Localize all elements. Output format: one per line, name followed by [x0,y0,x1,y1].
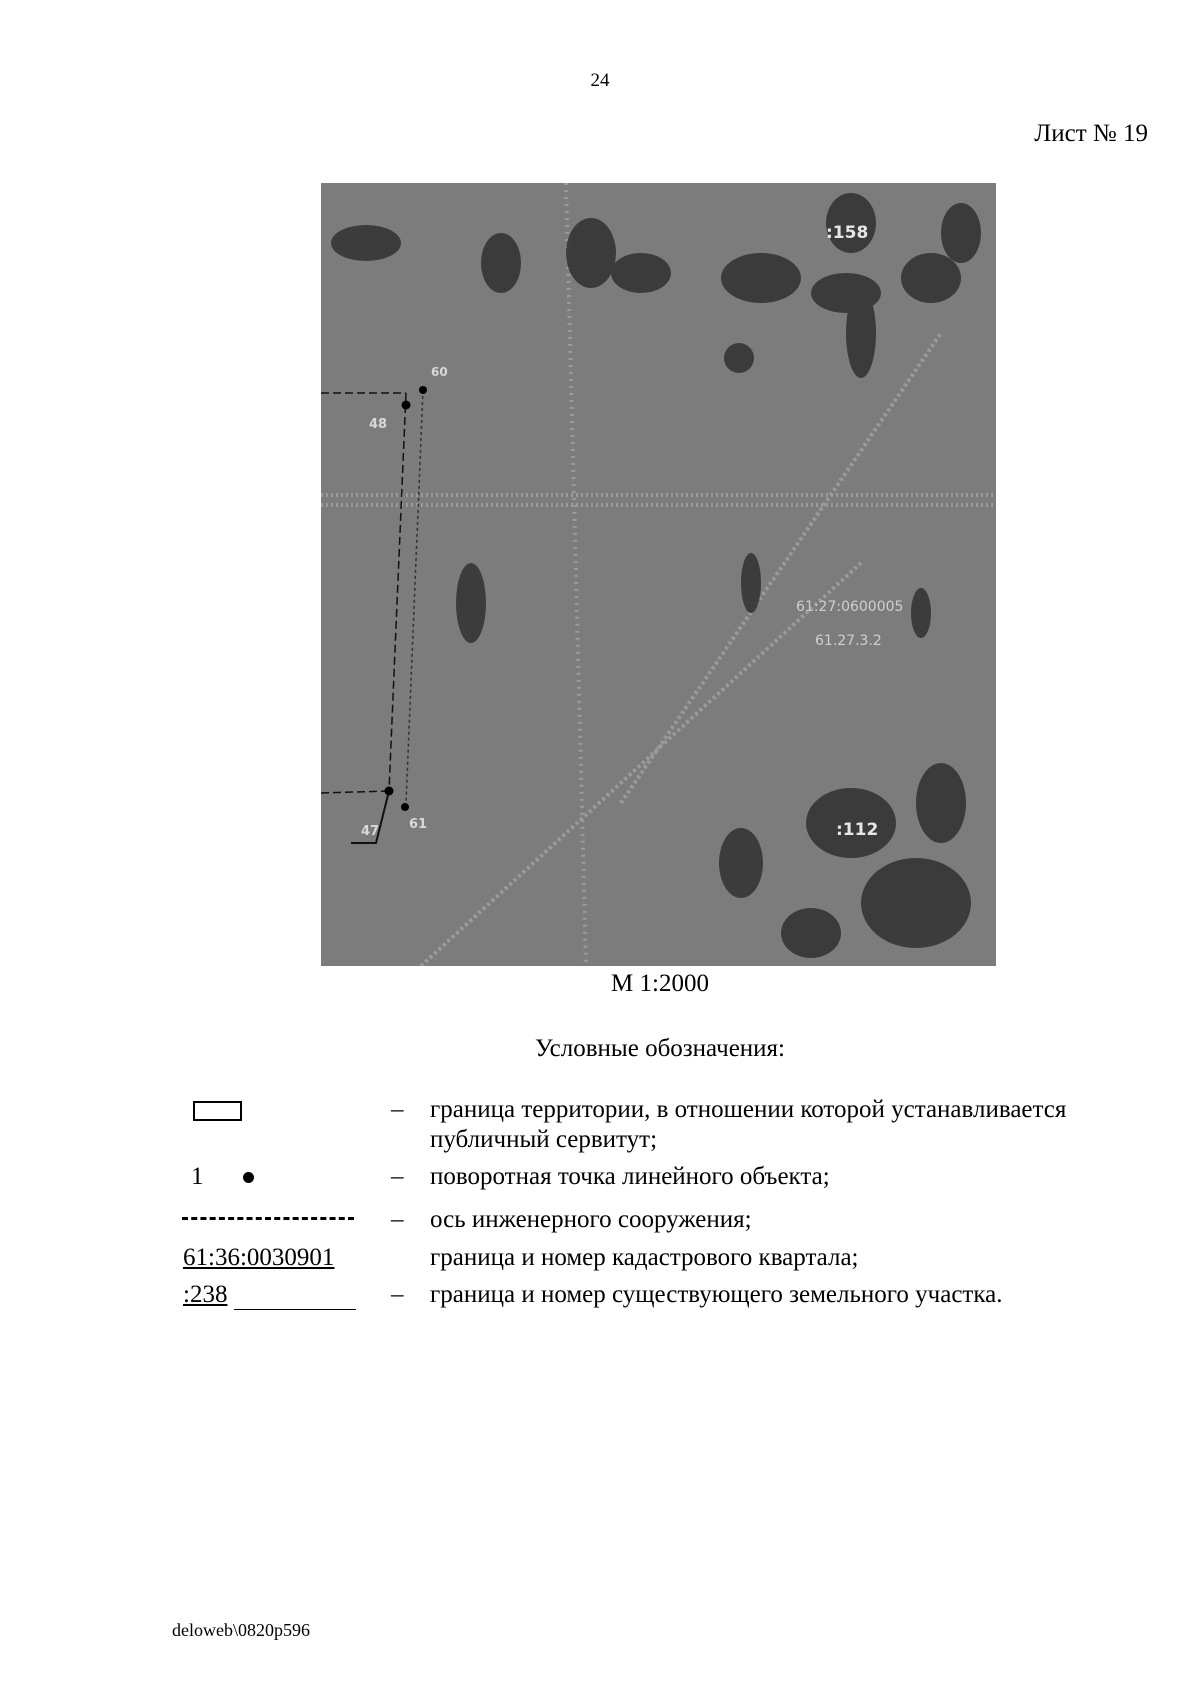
boundary-rectangle-icon [193,1101,242,1121]
parcel-158-label: :158 [826,223,869,243]
map-scale: М 1:2000 [611,970,709,997]
parcel-112-label: :112 [836,820,879,840]
turning-point-48 [402,401,411,410]
footer-document-code: deloweb\0820p596 [172,1620,310,1640]
tree-cluster [911,588,931,638]
tree-cluster [611,253,671,293]
point-dot-icon [243,1172,254,1183]
point-61-label: 61 [409,817,428,832]
legend-text: ось инженерного сооружения; [430,1206,752,1233]
cadastral-quarter-label: 61:27:0600005 [796,599,904,615]
tree-cluster [566,218,616,288]
map-background [321,183,996,966]
legend-text: поворотная точка линейного объекта; [430,1163,830,1190]
point-48-label: 48 [369,417,388,432]
map-image [321,183,996,966]
parcel-number-sample: :238 [183,1281,228,1308]
tree-cluster [901,253,961,303]
turning-point-61 [401,803,409,811]
tree-cluster [456,563,486,643]
point-60-label: 60 [431,365,448,379]
turning-point-60 [419,386,427,394]
legend-text: граница территории, в отношении которой устанавливается публичный сервитут; [430,1096,1067,1153]
tree-cluster [721,253,801,303]
zone-label: 61.27.3.2 [815,633,882,649]
tree-cluster [781,908,841,958]
point-number-sample: 1 [191,1163,204,1190]
page-number: 24 [590,70,610,91]
tree-cluster [916,763,966,843]
tree-cluster [861,858,971,948]
legend-title: Условные обозначения: [534,1035,786,1062]
map-canvas [321,183,996,966]
legend-dash: – [391,1163,404,1190]
tree-cluster [941,203,981,263]
cadastral-quarter-sample: 61:36:0030901 [183,1244,335,1271]
tree-cluster [331,225,401,261]
legend-dash: – [391,1206,404,1233]
point-47-label: 47 [361,824,380,839]
turning-point-47 [385,787,394,796]
tree-cluster [846,288,876,378]
tree-cluster [724,343,754,373]
tree-cluster [741,553,761,613]
tree-cluster [719,828,763,898]
legend-dash: – [391,1096,404,1123]
parcel-boundary-line-icon [234,1309,356,1310]
sheet-label: Лист № 19 [1034,120,1148,147]
legend-text: граница и номер существующего земельного участка. [430,1281,1003,1308]
tree-cluster [481,233,521,293]
legend-dash: – [391,1281,404,1308]
dashed-line-icon [182,1217,354,1220]
legend-text: граница и номер кадастрового квартала; [430,1244,859,1271]
